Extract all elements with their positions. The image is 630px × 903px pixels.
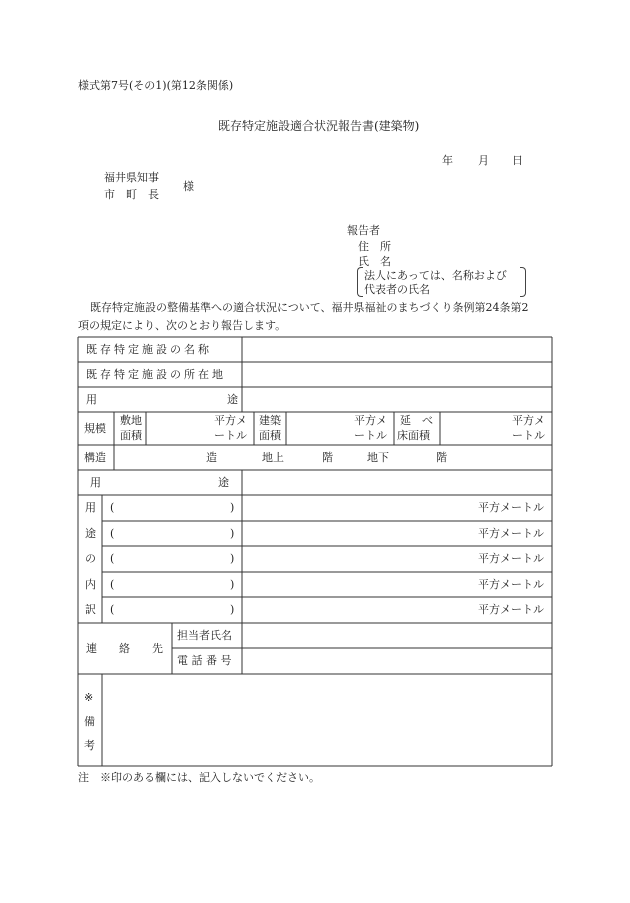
- breakdown-row1-unit: 平方メートル: [478, 501, 544, 514]
- use-value[interactable]: [246, 390, 548, 410]
- floor-area-label-2: 床面積: [397, 429, 430, 442]
- form-number: 様式第7号(その1)(第12条関係): [78, 79, 234, 92]
- date-year: 年: [442, 154, 453, 167]
- scale-label: 規模: [84, 422, 106, 435]
- structure-below: 地下: [367, 451, 389, 464]
- reporter-name-label: 氏 名: [358, 255, 391, 268]
- breakdown-vertical-5: 訳: [85, 603, 96, 616]
- phone-label: 電 話 番 号: [177, 654, 232, 667]
- use-label-first: 用: [86, 393, 97, 406]
- breakdown-vertical-3: の: [85, 552, 96, 565]
- site-area-label-1: 敷地: [120, 414, 142, 427]
- phone-value[interactable]: [246, 651, 548, 671]
- facility-name-value[interactable]: [246, 340, 548, 360]
- breakdown-vertical-4: 内: [85, 578, 96, 591]
- breakdown-row5-unit: 平方メートル: [478, 603, 544, 616]
- remarks-vertical-3: 考: [84, 739, 95, 752]
- building-area-unit-2: ートル: [354, 429, 387, 442]
- addressee-mayor: 市 町 長: [104, 188, 159, 201]
- structure-label: 構造: [84, 451, 106, 464]
- breakdown-row1-open: (: [110, 501, 115, 514]
- structure-kai-above: 階: [322, 451, 333, 464]
- site-area-unit-2: ートル: [214, 429, 247, 442]
- breakdown-row5-close: ): [230, 603, 235, 616]
- addressee-governor: 福井県知事: [104, 171, 159, 184]
- intro-line2: 項の規定により、次のとおり報告します。: [78, 319, 287, 332]
- corp-note-line1: 法人にあっては、名称および: [364, 269, 507, 282]
- addressee-honorific: 様: [183, 180, 194, 193]
- building-area-unit-1: 平方メ: [354, 414, 387, 427]
- contact-label: 連 絡 先: [86, 642, 163, 655]
- structure-kai-below: 階: [436, 451, 447, 464]
- breakdown-row4-close: ): [230, 578, 235, 591]
- breakdown-row4-open: (: [110, 578, 115, 591]
- intro-line1: 既存特定施設の整備基準への適合状況について、福井県福祉のまちづくり条例第24条第2: [90, 301, 529, 314]
- corp-note-line2: 代表者の氏名: [364, 283, 430, 296]
- breakdown-header-first: 用: [90, 476, 101, 489]
- building-area-label-1: 建築: [259, 414, 281, 427]
- facility-location-label: 既存特定施設の所在地: [86, 368, 226, 381]
- reporter-address-label: 住 所: [358, 240, 391, 253]
- building-area-label-2: 面積: [259, 429, 281, 442]
- structure-above: 地上: [262, 451, 284, 464]
- breakdown-row1-close: ): [230, 501, 235, 514]
- use-label-last: 途: [227, 393, 238, 406]
- date-day: 日: [512, 154, 523, 167]
- breakdown-row5-open: (: [110, 603, 115, 616]
- breakdown-row4-unit: 平方メートル: [478, 578, 544, 591]
- breakdown-row2-unit: 平方メートル: [478, 527, 544, 540]
- breakdown-vertical-2: 途: [85, 527, 96, 540]
- breakdown-row3-close: ): [230, 552, 235, 565]
- floor-area-label-1: 延 べ: [400, 414, 433, 427]
- breakdown-vertical-1: 用: [85, 501, 96, 514]
- breakdown-row2-open: (: [110, 527, 115, 540]
- breakdown-header-last: 途: [218, 476, 229, 489]
- site-area-label-2: 面積: [120, 429, 142, 442]
- reporter-label: 報告者: [347, 224, 380, 237]
- site-area-unit-1: 平方メ: [214, 414, 247, 427]
- remarks-vertical-2: 備: [84, 715, 95, 728]
- remarks-vertical-1: ※: [84, 691, 94, 704]
- breakdown-row3-open: (: [110, 552, 115, 565]
- floor-area-unit-1: 平方メ: [512, 414, 545, 427]
- person-name-label: 担当者氏名: [177, 629, 232, 642]
- floor-area-unit-2: ートル: [512, 429, 545, 442]
- footnote: 注 ※印のある欄には、記入しないでください。: [78, 771, 320, 784]
- person-name-value[interactable]: [246, 626, 548, 646]
- facility-name-label: 既存特定施設の名称: [86, 343, 212, 356]
- breakdown-row3-unit: 平方メートル: [478, 552, 544, 565]
- breakdown-row2-close: ): [230, 527, 235, 540]
- date-month: 月: [478, 154, 489, 167]
- structure-zo: 造: [206, 451, 217, 464]
- document-title: 既存特定施設適合状況報告書(建築物): [218, 119, 420, 133]
- facility-location-value[interactable]: [246, 365, 548, 385]
